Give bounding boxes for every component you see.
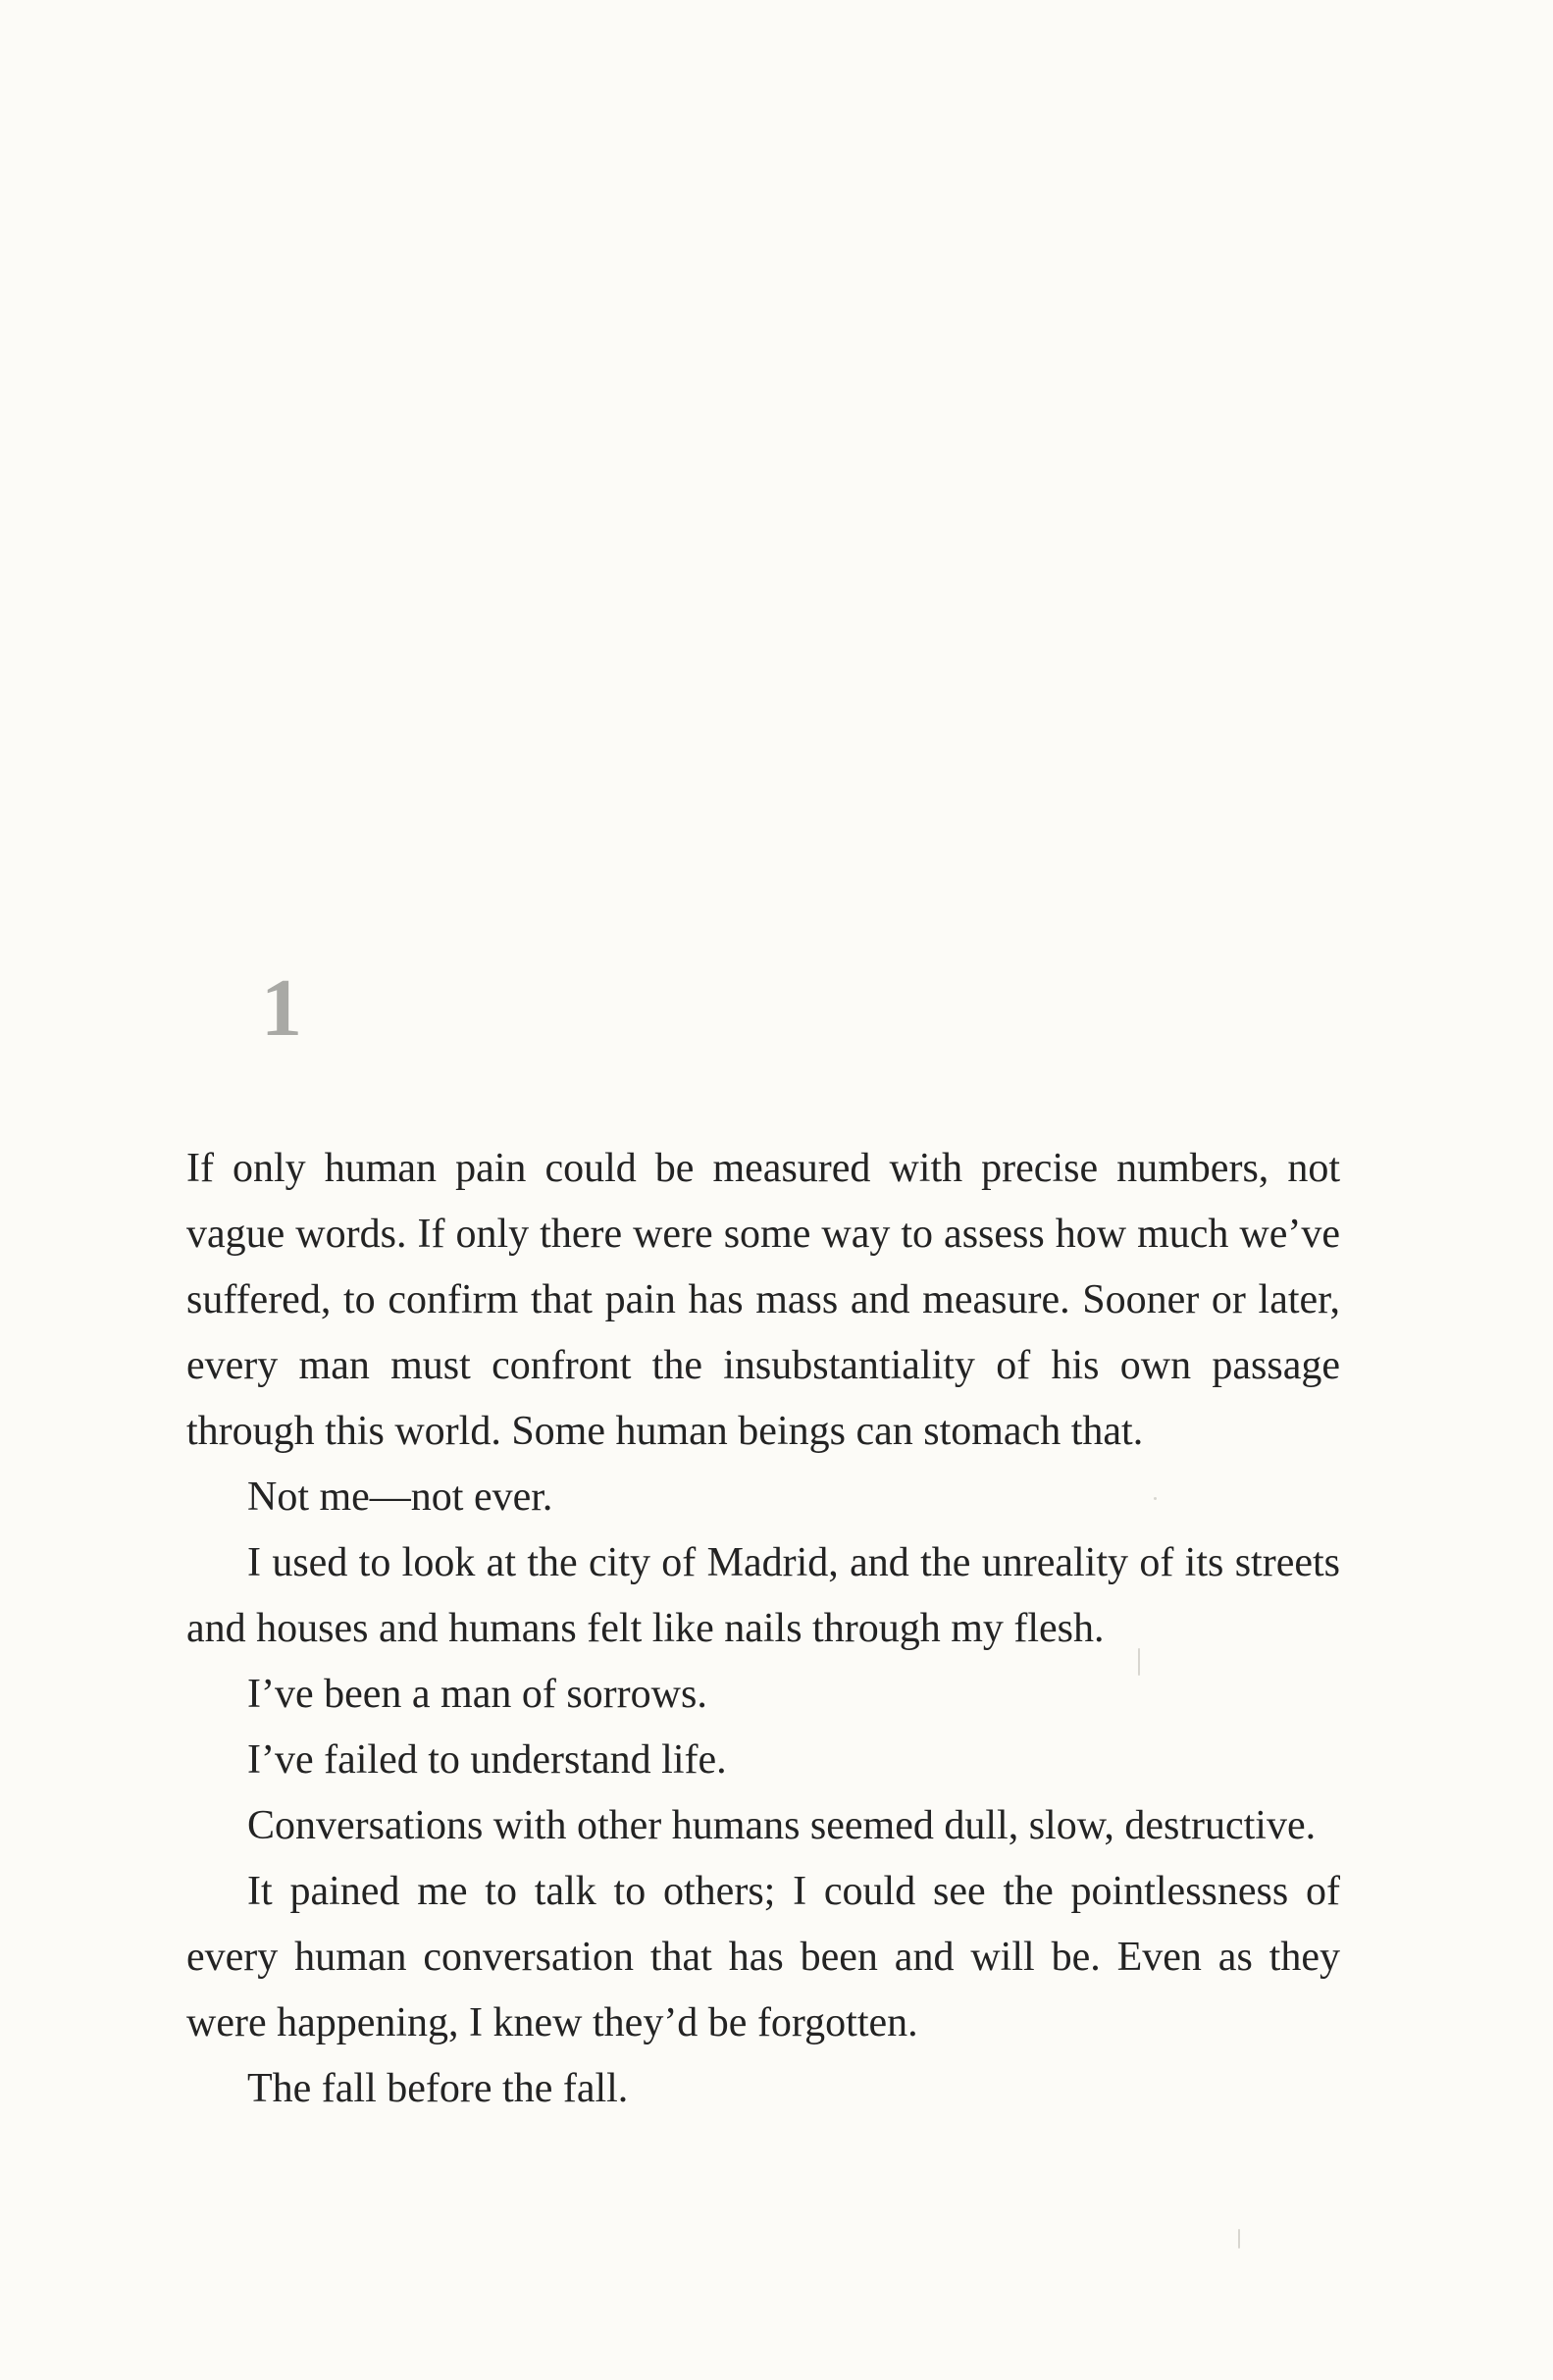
chapter-number: 1 bbox=[261, 962, 302, 1054]
paragraph-5: I’ve failed to understand life. bbox=[247, 1737, 727, 1783]
paper-speck bbox=[1138, 1648, 1140, 1676]
paragraph-7: It pained me to talk to others; I could see the pointlessness of every human conversation that has been and will be. Even as they were happening, I knew they’d be forgotten. bbox=[186, 1869, 1340, 2045]
paper-speck bbox=[1238, 2229, 1240, 2249]
paragraph-6: Conversations with other humans seemed dull, slow, destructive. bbox=[247, 1803, 1317, 1848]
paragraph-3: I used to look at the city of Madrid, and the unreality of its streets and houses and humans felt like nails through my flesh. bbox=[186, 1540, 1340, 1651]
paragraph-2: Not me—not ever. bbox=[247, 1475, 553, 1520]
paragraph-8: The fall before the fall. bbox=[247, 2066, 629, 2111]
paper-speck bbox=[1154, 1497, 1157, 1500]
paragraph-1: If only human pain could be measured with precise numbers, not vague words. If only there were some way to assess how much we’ve suffered, to confirm that pain has mass and measure. Sooner or later, every man must confront the insubstantiality of his own passage through this world. Some human beings can stomach that. bbox=[186, 1146, 1340, 1454]
paragraph-4: I’ve been a man of sorrows. bbox=[247, 1672, 707, 1717]
chapter-body bbox=[186, 1136, 1340, 2122]
